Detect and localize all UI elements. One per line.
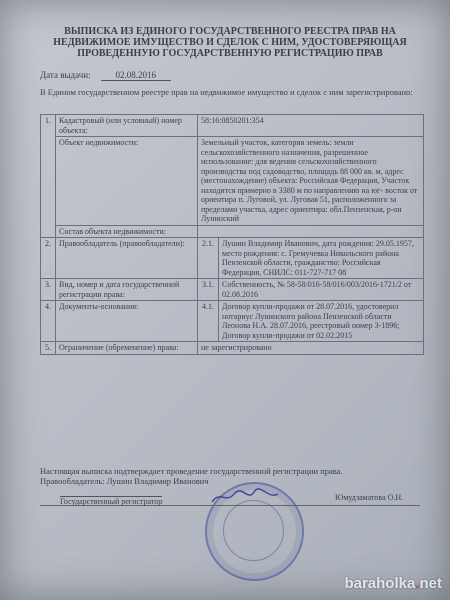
table-row (41, 238, 424, 279)
table-row (41, 301, 424, 342)
row-number: 1. (41, 115, 56, 238)
docs-label: Документы-основания: (56, 301, 198, 342)
table-row (41, 279, 424, 301)
title-line-2: НЕДВИЖИМОЕ ИМУЩЕСТВО И СДЕЛОК С НИМ, УДОСТОВЕРЯЮЩАЯ (53, 37, 407, 48)
title-line-1: ВЫПИСКА ИЗ ЕДИНОГО ГОСУДАРСТВЕННОГО РЕЕСТРА ПРАВ НА (64, 26, 396, 37)
object-value: Земельный участок, категория земель: земли сельскохозяйственного назначения, разрешенное использование: для ведения сельскохозяйственного производства под садоводство, площадь 88 000 кв. м, адрес (местонахождение) объекта: Российская Федерация, Участок находится примерно в 3380 м по направлению на юг- восток от ориентира п. Луговой, ул. Луговая 51, расположенного за пределами участка, адрес ориентира: обл.Пензенская, р-он Лунинский (198, 137, 424, 226)
footer-holder: Правообладатель: Лушин Владимир Иванович (40, 476, 209, 486)
registrar-role: Государственный регистратор (60, 497, 163, 506)
document-title (40, 26, 420, 59)
signature-row (40, 493, 420, 507)
registry-table (40, 114, 424, 355)
cadastral-label: Кадастровый (или условный) номер объекта: (56, 115, 198, 137)
watermark-dot: . (415, 575, 420, 592)
holder-value: Лушин Владимир Иванович, дата рождения: 29.05.1957, место рождения: с. Гремучевка Никольского района Пензенской области, гражданство: Российская Федерация, СНИЛС: 011-727-717 08 (219, 238, 424, 279)
encumbrance-label: Ограничение (обременение) права: (56, 342, 198, 355)
holder-sub-number: 2.1. (198, 238, 219, 279)
right-label: Вид, номер и дата государственной регистрации права: (56, 279, 198, 301)
composition-value (198, 225, 424, 238)
table-row (41, 342, 424, 355)
docs-sub-number: 4.1. (198, 301, 219, 342)
row-number: 2. (41, 238, 56, 279)
cadastral-value: 58:16:0850201:354 (198, 115, 424, 137)
right-sub-number: 3.1. (198, 279, 219, 301)
row-number: 5. (41, 342, 56, 355)
confirmation-text: Настоящая выписка подтверждает проведение государственной регистрации права. (40, 466, 343, 476)
right-value: Собственность, № 58-58/016-58/016/003/2016-1721/2 от 02.08.2016 (219, 279, 424, 301)
intro-text: В Едином государственном реестре прав на недвижимое имущество и сделок с ним зарегистрировано: (40, 87, 413, 97)
issue-date-label: Дата выдачи: (40, 70, 91, 80)
seal-inner-ring (223, 500, 284, 561)
issue-date-value: 02.08.2016 (101, 70, 171, 81)
table-row (41, 137, 424, 226)
watermark-part-1: baraholka (344, 575, 416, 592)
footer-text (40, 466, 430, 486)
site-watermark (344, 575, 442, 592)
object-label: Объект недвижимости: (56, 137, 198, 226)
table-row (41, 225, 424, 238)
row-number: 3. (41, 279, 56, 301)
title-line-3: ПРОВЕДЕННУЮ ГОСУДАРСТВЕННУЮ РЕГИСТРАЦИЮ ПРАВ (77, 48, 383, 59)
watermark-part-2: net (419, 575, 442, 592)
table-row (41, 115, 424, 137)
issue-date-row (40, 70, 171, 81)
encumbrance-value: не зарегистрировано (198, 342, 424, 355)
holder-label: Правообладатель (правообладатели): (56, 238, 198, 279)
row-number: 4. (41, 301, 56, 342)
composition-label: Состав объекта недвижимости: (56, 225, 198, 238)
registrar-name: Юмудзаматова О.Н. (335, 493, 404, 502)
docs-value: Договор купли-продажи от 28.07.2016, удостоверил нотариус Лунинского района Пензенской области Леонова Н.А. 28.07.2016, реестровый номер 3-1896; Договор купли-продажи от 02.02.2015 (219, 301, 424, 342)
